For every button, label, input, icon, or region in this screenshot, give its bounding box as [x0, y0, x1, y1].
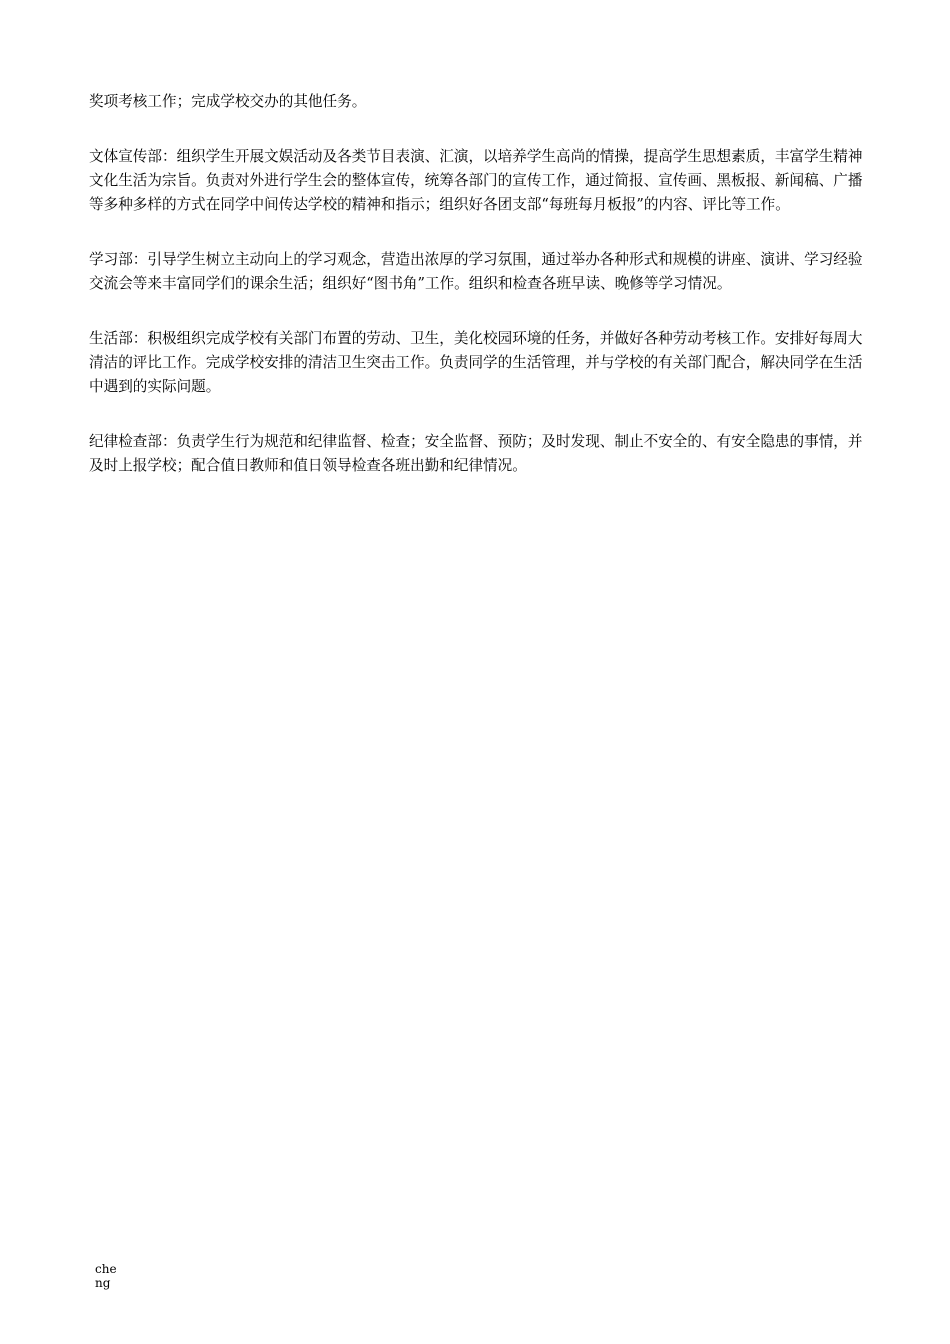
paragraph-life-dept: 生活部：积极组织完成学校有关部门布置的劳动、卫生，美化校园环境的任务，并做好各种劳动考核工作。安排好每周大清洁的评比工作。完成学校安排的清洁卫生突击工作。负责同学的生活管理，并与学校的有关部门配合，解决同学在生活中遇到的实际问题。 [89, 330, 863, 395]
paragraph-discipline-dept: 纪律检查部：负责学生行为规范和纪律监督、检查；安全监督、预防；及时发现、制止不安全的、有安全隐患的事情，并及时上报学校；配合值日教师和值日领导检查各班出勤和纪律情况。 [89, 433, 863, 474]
paragraph-awards-tail: 奖项考核工作；完成学校交办的其他任务。 [89, 93, 367, 110]
document-body [89, 90, 869, 509]
paragraph-study-dept: 学习部：引导学生树立主动向上的学习观念，营造出浓厚的学习氛围，通过举办各种形式和规模的讲座、演讲、学习经验交流会等来丰富同学们的课余生活；组织好“图书角”工作。组织和检查各班早读、晚修等学习情况。 [89, 251, 863, 292]
paragraph-culture-publicity-dept: 文体宣传部：组织学生开展文娱活动及各类节目表演、汇演，以培养学生高尚的情操，提高学生思想素质，丰富学生精神文化生活为宗旨。负责对外进行学生会的整体宣传，统筹各部门的宣传工作，通过简报、宣传画、黑板报、新闻稿、广播等多种多样的方式在同学中间传达学校的精神和指示；组织好各团支部“每班每月板报”的内容、评比等工作。 [89, 148, 863, 213]
footer-mark: cheng [95, 1262, 117, 1290]
